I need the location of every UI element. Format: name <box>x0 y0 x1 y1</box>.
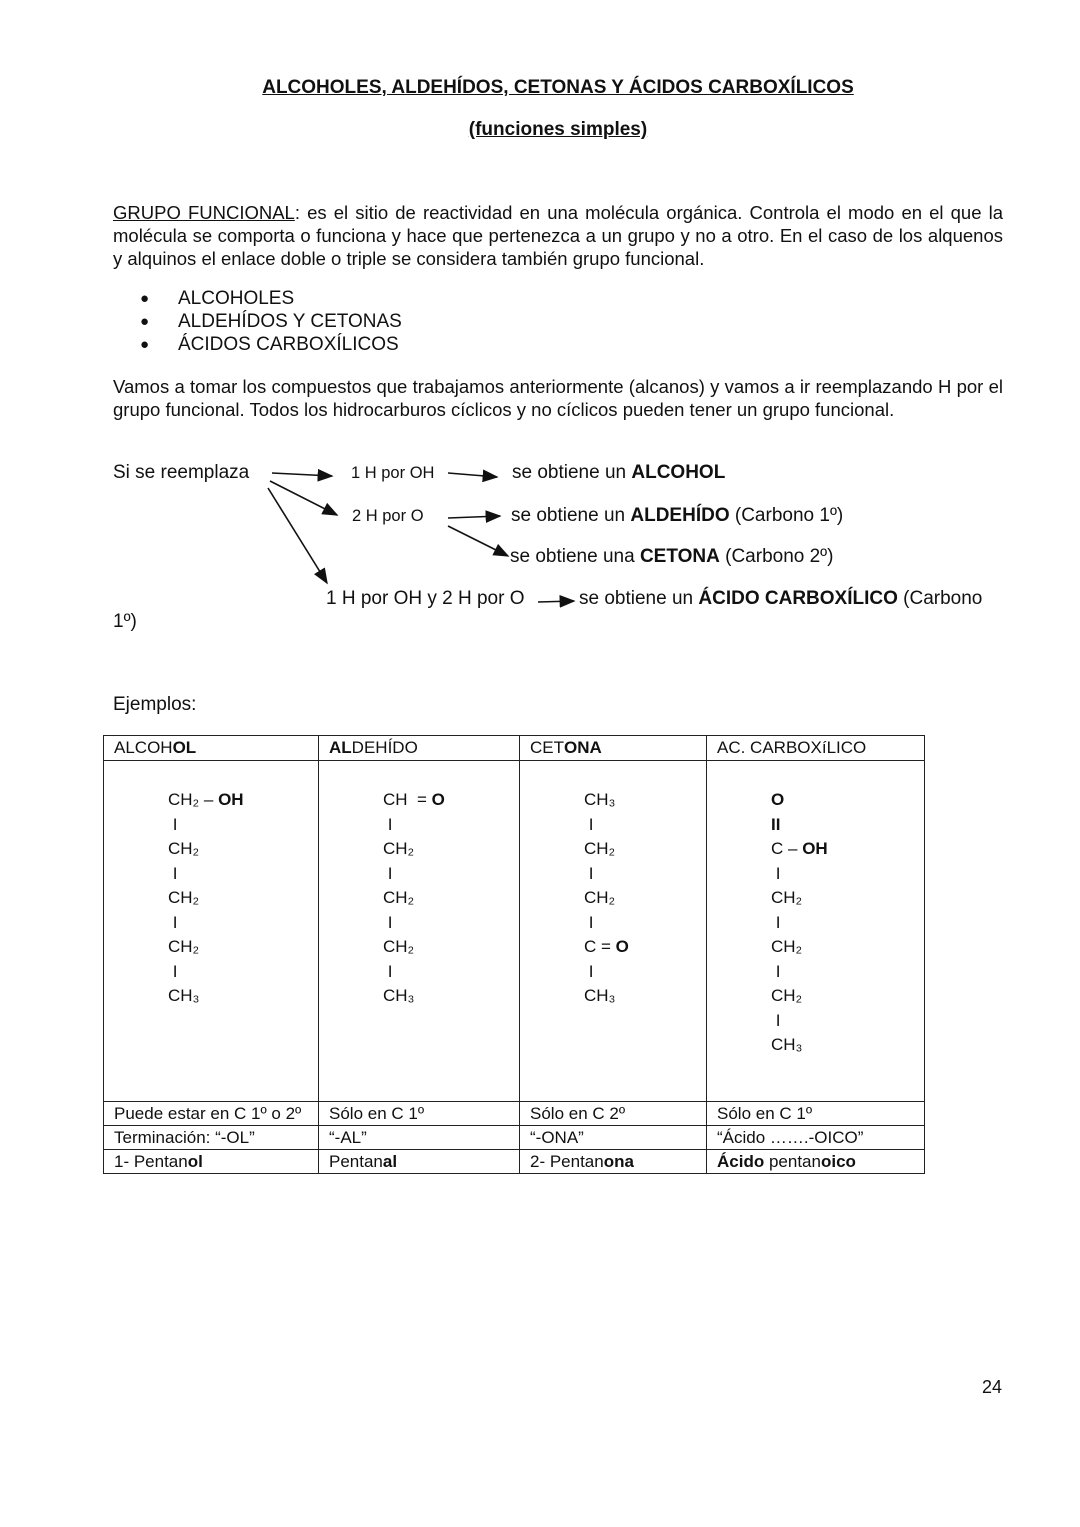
text-segment: C = <box>584 937 616 956</box>
formula-line <box>771 813 924 838</box>
result-text: (Carbono 1º) <box>729 505 844 526</box>
result-bold: ALCOHOL <box>631 462 726 483</box>
bullet-item: ● ALCOHOLES <box>140 287 402 310</box>
result-bold: ALDEHÍDO <box>630 505 730 526</box>
text-segment: I <box>383 961 393 981</box>
table-cell <box>104 1102 319 1126</box>
text-segment: I <box>383 912 393 932</box>
result-text: se obtiene un <box>512 462 632 483</box>
text-segment: CH = <box>383 790 432 809</box>
text-segment: CET <box>530 738 564 757</box>
text-segment: CH₃ <box>168 986 200 1005</box>
text-segment: I <box>168 863 178 883</box>
bullet-item: ● ALDEHÍDOS Y CETONAS <box>140 310 402 333</box>
result-text: (Carbono 2º) <box>719 546 834 567</box>
examples-table <box>103 735 925 1174</box>
structural-formula <box>520 761 706 1009</box>
structure-cell <box>707 761 925 1102</box>
formula-line <box>168 837 318 862</box>
diagram-arrows <box>0 0 1080 640</box>
formula-line <box>584 837 706 862</box>
text-segment: “Ácido …….-OICO” <box>717 1127 864 1147</box>
formula-line <box>584 813 706 838</box>
result-aldehido <box>511 505 843 527</box>
text-segment: O <box>431 790 445 809</box>
result-text: se obtiene un <box>511 505 631 526</box>
text-segment: I <box>168 814 178 834</box>
result-alcohol <box>512 462 725 484</box>
text-segment: I <box>383 863 393 883</box>
text-segment: oico <box>820 1151 856 1171</box>
formula-line <box>383 813 519 838</box>
structural-formula <box>707 761 924 1058</box>
formula-line <box>168 862 318 887</box>
text-segment: 1- Pentan <box>114 1151 188 1171</box>
text-segment: I <box>383 814 393 834</box>
formula-line <box>383 788 519 813</box>
arrow <box>538 601 574 602</box>
formula-line <box>771 935 924 960</box>
formula-line <box>771 1009 924 1034</box>
formula-line <box>771 984 924 1009</box>
text-segment: II <box>771 814 781 834</box>
text-segment: I <box>584 961 594 981</box>
result-bold: CETONA <box>639 546 720 567</box>
examples-label: Ejemplos: <box>113 694 197 715</box>
diagram-start: Si se reemplaza <box>113 462 250 483</box>
header-cell <box>520 736 707 761</box>
text-segment: CH₂ <box>771 888 803 907</box>
text-segment: Pentan <box>329 1151 383 1171</box>
arrow <box>270 481 337 515</box>
text-segment: ONA <box>564 738 602 757</box>
result-bold: ÁCIDO CARBOXÍLICO <box>698 588 898 609</box>
formula-line <box>168 911 318 936</box>
text-segment: O <box>771 790 785 809</box>
structural-formula <box>319 761 519 1009</box>
text-segment: I <box>771 961 781 981</box>
formula-line <box>168 935 318 960</box>
text-segment: Ácido <box>717 1151 765 1171</box>
formula-line <box>771 1033 924 1058</box>
text-segment: OH <box>802 839 828 858</box>
table-row-ending <box>104 1126 925 1150</box>
formula-line <box>584 788 706 813</box>
text-segment: I <box>771 863 781 883</box>
text-segment: CH₂ <box>383 839 415 858</box>
table-row-position <box>104 1102 925 1126</box>
formula-line <box>168 984 318 1009</box>
result-cetona <box>510 546 833 568</box>
text-segment: I <box>584 814 594 834</box>
result-text: (Carbono <box>897 588 983 609</box>
formula-line <box>771 862 924 887</box>
arrow <box>448 516 500 518</box>
text-segment: I <box>168 912 178 932</box>
formula-line <box>168 788 318 813</box>
table-cell <box>520 1150 707 1174</box>
result-text: se obtiene un <box>579 588 699 609</box>
text-segment: I <box>584 863 594 883</box>
structure-cell <box>520 761 707 1102</box>
text-segment: Sólo en C 1º <box>717 1103 813 1123</box>
formula-line <box>584 935 706 960</box>
formula-line <box>584 960 706 985</box>
text-segment: CH₃ <box>383 986 415 1005</box>
arrow <box>448 526 508 556</box>
arrow <box>268 488 327 583</box>
text-segment: O <box>615 937 629 956</box>
replace-1: 1 H por OH <box>351 464 435 482</box>
table-row-example <box>104 1150 925 1174</box>
text-segment: 2- Pentan <box>530 1151 604 1171</box>
formula-line <box>383 862 519 887</box>
text-segment: ALCOH <box>114 738 173 757</box>
text-segment: CH₂ <box>771 937 803 956</box>
structure-cell <box>319 761 520 1102</box>
table-cell <box>707 1150 925 1174</box>
text-segment: I <box>771 912 781 932</box>
text-segment: pentan <box>764 1151 821 1171</box>
formula-line <box>771 788 924 813</box>
text-segment: CH₂ <box>168 839 200 858</box>
text-segment: CH₂ – <box>168 790 219 809</box>
table-header-row <box>104 736 925 761</box>
formula-line <box>771 960 924 985</box>
text-segment: Sólo en C 1º <box>329 1103 425 1123</box>
text-segment: CH₂ <box>584 888 616 907</box>
formula-line <box>771 837 924 862</box>
table-cell <box>319 1150 520 1174</box>
text-segment: ol <box>187 1151 203 1171</box>
text-segment: CH₂ <box>584 839 616 858</box>
arrow <box>272 473 332 476</box>
result-acido-wrap: 1º) <box>113 611 137 632</box>
text-segment: I <box>584 912 594 932</box>
text-segment: CH₂ <box>168 888 200 907</box>
text-segment: OL <box>172 738 197 757</box>
formula-line <box>383 935 519 960</box>
text-segment: I <box>168 961 178 981</box>
text-segment: CH₃ <box>584 790 616 809</box>
structural-formula <box>104 761 318 1009</box>
formula-line <box>584 911 706 936</box>
text-segment: CH₃ <box>771 1035 803 1054</box>
text-segment: AL <box>329 738 352 757</box>
arrow <box>448 473 497 477</box>
table-cell <box>104 1150 319 1174</box>
term-grupo-funcional: GRUPO FUNCIONAL <box>113 202 295 223</box>
formula-line <box>168 886 318 911</box>
table-cell <box>319 1126 520 1150</box>
table-cell <box>319 1102 520 1126</box>
text-segment: DEHÍDO <box>351 738 418 757</box>
text-segment: OH <box>218 790 244 809</box>
bullet-item: ● ÁCIDOS CARBOXÍLICOS <box>140 333 402 356</box>
formula-line <box>383 837 519 862</box>
formula-line <box>584 862 706 887</box>
page-number: 24 <box>982 1377 1003 1397</box>
formula-line <box>584 886 706 911</box>
text-segment: “-AL” <box>329 1127 367 1147</box>
text-segment: CH₂ <box>771 986 803 1005</box>
intro-text: : es el sitio de reactividad en una molécula orgánica. Controla el modo en el que la molécula se comporta o funciona y hace que pertenezca a un grupo y no a otro. En el caso de los alquenos y alquinos el enlace doble o triple se considera también grupo funcional. <box>113 202 1004 269</box>
table-cell <box>707 1126 925 1150</box>
text-segment: C – <box>771 839 803 858</box>
structure-cell <box>104 761 319 1102</box>
formula-line <box>771 886 924 911</box>
text-segment: al <box>382 1151 398 1171</box>
text-segment: CH₂ <box>168 937 200 956</box>
result-acido <box>579 588 982 610</box>
formula-line <box>584 984 706 1009</box>
table-cell <box>520 1102 707 1126</box>
text-segment: CH₂ <box>383 937 415 956</box>
formula-line <box>168 813 318 838</box>
replace-2: 2 H por O <box>352 507 424 525</box>
text-segment: “-ONA” <box>530 1127 584 1147</box>
text-segment: ona <box>603 1151 634 1171</box>
result-text: se obtiene una <box>510 546 640 567</box>
text-segment: Puede estar en C 1º o 2º <box>114 1103 302 1123</box>
page-title: ALCOHOLES, ALDEHÍDOS, CETONAS Y ÁCIDOS CARBOXÍLICOS <box>262 77 854 98</box>
text-segment: Sólo en C 2º <box>530 1103 626 1123</box>
page-subtitle: (funciones simples) <box>468 119 648 140</box>
table-cell <box>707 1102 925 1126</box>
header-cell <box>319 736 520 761</box>
table-structure-row <box>104 761 925 1102</box>
text-segment: Terminación: “-OL” <box>114 1127 255 1147</box>
header-cell <box>104 736 319 761</box>
formula-line <box>168 960 318 985</box>
paragraph-2: Vamos a tomar los compuestos que trabajamos anteriormente (alcanos) y vamos a ir reemplazando H por el grupo funcional. Todos los hidrocarburos cíclicos y no cíclicos pueden tener un grupo funcional. <box>113 376 1003 420</box>
formula-line <box>771 911 924 936</box>
header-cell <box>707 736 925 761</box>
text-segment: CH₂ <box>383 888 415 907</box>
formula-line <box>383 960 519 985</box>
formula-line <box>383 886 519 911</box>
text-segment: CH₃ <box>584 986 616 1005</box>
replace-3: 1 H por OH y 2 H por O <box>326 588 525 609</box>
formula-line <box>383 911 519 936</box>
text-segment: I <box>771 1010 781 1030</box>
table-cell <box>104 1126 319 1150</box>
table-cell <box>520 1126 707 1150</box>
formula-line <box>383 984 519 1009</box>
text-segment: AC. CARBOXíLICO <box>717 738 867 757</box>
